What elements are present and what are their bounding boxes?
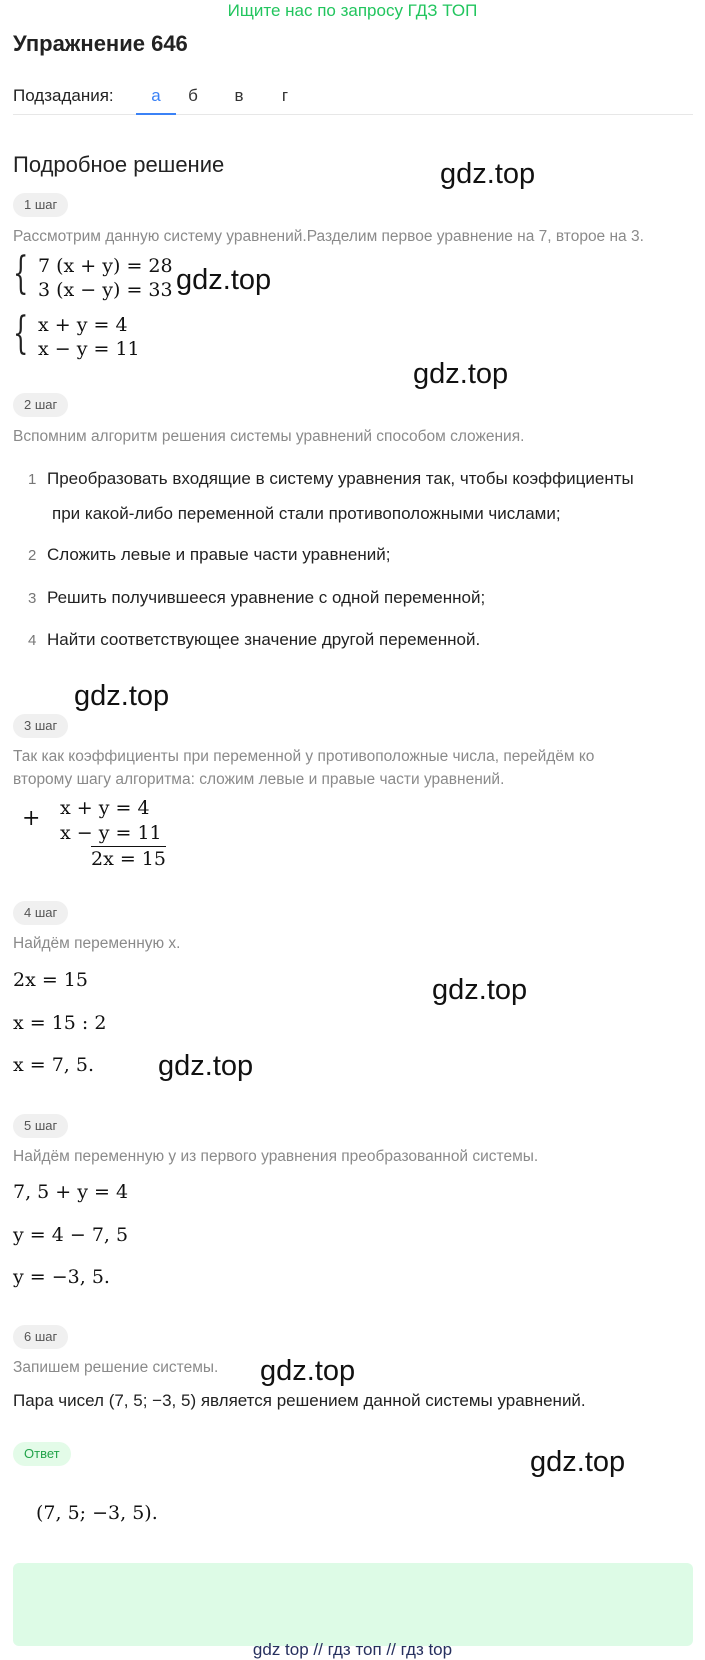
list-number: 1 — [28, 471, 37, 488]
tab-v[interactable]: в — [234, 86, 244, 105]
step-badge: 3 шаг — [13, 714, 68, 738]
conclusion-text: Пара чисел (7, 5; −3, 5) является решением данной системы уравнений. — [13, 1391, 586, 1410]
equation: x + y = 4 — [60, 797, 150, 819]
list-number: 4 — [28, 632, 37, 649]
equation: x + y = 4 — [38, 314, 128, 336]
subtasks-label: Подзадания: — [13, 86, 114, 105]
step-badge: 2 шаг — [13, 393, 68, 417]
equation: 3 (x − y) = 33 — [38, 279, 173, 301]
list-item-text: Решить получившееся уравнение с одной переменной; — [47, 588, 486, 607]
answer-badge: Ответ — [13, 1442, 71, 1466]
watermark: gdz.top — [530, 1446, 626, 1478]
watermark: gdz.top — [158, 1050, 254, 1082]
tab-g[interactable]: г — [281, 86, 289, 105]
footer-links[interactable]: gdz top // гдз топ // гдз top — [252, 1640, 453, 1659]
list-number: 3 — [28, 590, 37, 607]
tab-a[interactable]: а — [151, 86, 161, 105]
step-text: Так как коэффициенты при переменной y противоположные числа, перейдём ко — [13, 748, 595, 765]
answer-value: (7, 5; −3, 5). — [36, 1502, 158, 1524]
active-tab-indicator — [136, 113, 176, 115]
equation: 2x = 15 — [13, 969, 88, 991]
equation: 7 (x + y) = 28 — [38, 255, 173, 277]
step-text: второму шагу алгоритма: сложим левые и правые части уравнений. — [13, 771, 505, 788]
equation: y = −3, 5. — [13, 1266, 110, 1288]
equation: x − y = 11 — [38, 338, 140, 360]
step-text: Найдём переменную y из первого уравнения преобразованной системы. — [13, 1148, 539, 1165]
tab-b[interactable]: б — [188, 86, 198, 105]
sum-equation: 2x = 15 — [91, 848, 166, 870]
equation: 7, 5 + y = 4 — [13, 1181, 129, 1203]
step-badge: 6 шаг — [13, 1325, 68, 1349]
top-banner: Ищите нас по запросу ГДЗ ТОП — [227, 1, 478, 20]
list-item-text: Сложить левые и правые части уравнений; — [47, 545, 391, 564]
list-item-text: при какой-либо переменной стали противоположными числами; — [52, 504, 561, 523]
step-text: Вспомним алгоритм решения системы уравнений способом сложения. — [13, 428, 525, 445]
list-item-text: Преобразовать входящие в систему уравнения так, чтобы коэффициенты — [47, 469, 634, 488]
equation: x − y = 11 — [60, 822, 162, 844]
list-number: 2 — [28, 547, 37, 564]
equation: x = 15 : 2 — [13, 1012, 107, 1034]
list-item-text: Найти соответствующее значение другой переменной. — [47, 630, 481, 649]
equation: x = 7, 5. — [13, 1054, 95, 1076]
tabs-divider — [13, 114, 693, 115]
step-text: Рассмотрим данную систему уравнений.Разделим первое уравнение на 7, второе на 3. — [13, 228, 644, 245]
system-brace: { — [13, 248, 29, 299]
section-title: Подробное решение — [13, 152, 225, 177]
step-text: Запишем решение системы. — [13, 1359, 219, 1376]
watermark: gdz.top — [74, 680, 170, 712]
page-title: Упражнение 646 — [13, 31, 188, 56]
equation: y = 4 − 7, 5 — [13, 1224, 129, 1246]
watermark: gdz.top — [260, 1355, 356, 1387]
watermark: gdz.top — [432, 974, 528, 1006]
step-badge: 1 шаг — [13, 193, 68, 217]
answer-box — [13, 1563, 693, 1646]
step-badge: 4 шаг — [13, 901, 68, 925]
step-text: Найдём переменную x. — [13, 935, 181, 952]
step-badge: 5 шаг — [13, 1114, 68, 1138]
watermark: gdz.top — [440, 158, 536, 190]
system-brace: { — [13, 308, 29, 359]
watermark: gdz.top — [176, 264, 272, 296]
watermark: gdz.top — [413, 358, 509, 390]
plus-sign: + — [22, 806, 41, 831]
